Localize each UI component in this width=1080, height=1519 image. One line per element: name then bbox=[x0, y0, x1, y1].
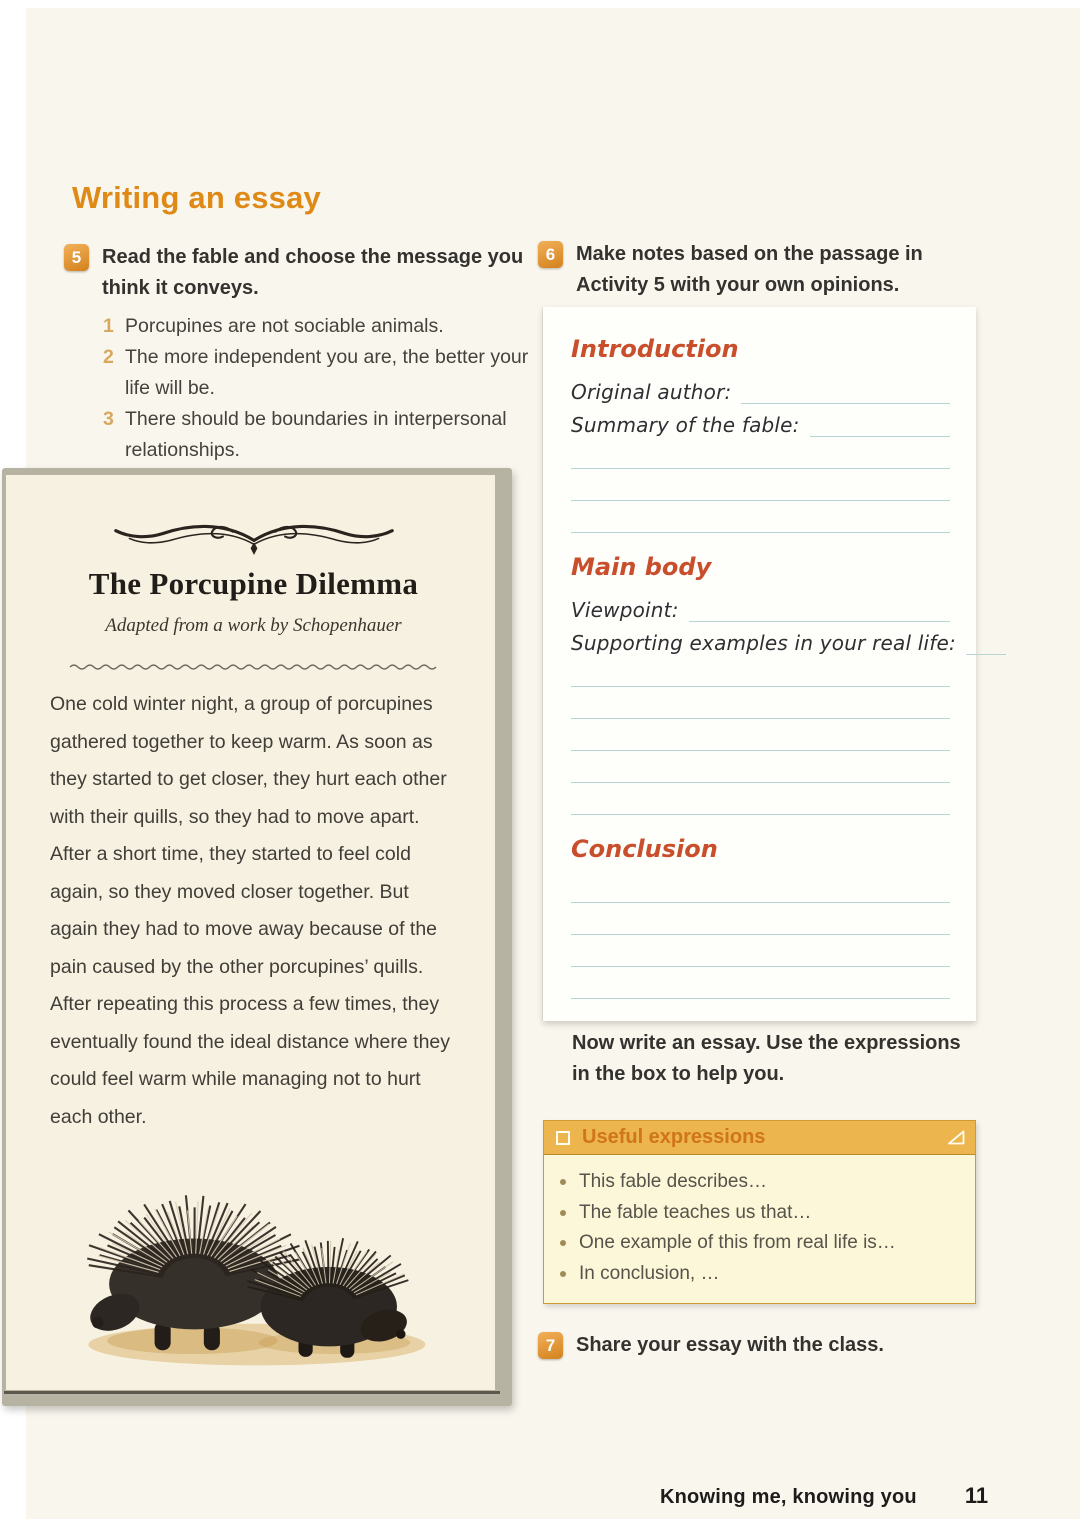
unit-title: Knowing me, knowing you bbox=[660, 1486, 917, 1508]
fable-subtitle: Adapted from a work by Schopenhauer bbox=[105, 615, 402, 636]
activity-6-badge: 6 bbox=[538, 241, 563, 268]
notes-heading-conclusion: Conclusion bbox=[571, 835, 718, 863]
page-title: Writing an essay bbox=[72, 180, 321, 215]
ruled-line bbox=[571, 719, 950, 751]
ruled-line bbox=[571, 967, 950, 999]
bullet-icon bbox=[560, 1179, 566, 1185]
square-icon bbox=[556, 1131, 570, 1145]
fable-paper bbox=[6, 475, 495, 1390]
page-number: 11 bbox=[964, 1483, 989, 1508]
expression-item bbox=[552, 1259, 963, 1290]
option-row bbox=[103, 311, 530, 342]
expression-text: This fable describes… bbox=[579, 1171, 767, 1192]
ruled-line bbox=[571, 469, 950, 501]
option-number: 2 bbox=[103, 346, 114, 368]
expression-text: The fable teaches us that… bbox=[579, 1201, 812, 1223]
field-viewpoint bbox=[571, 589, 950, 622]
option-text: Porcupines are not sociable animals. bbox=[125, 315, 444, 337]
fable-card bbox=[2, 468, 512, 1406]
flourish-ornament bbox=[108, 517, 400, 558]
field-label: Original author: bbox=[571, 380, 732, 404]
activity-5-instruction: Read the fable and choose the message you think it conveys. bbox=[102, 246, 524, 299]
followup-instruction: Now write an essay. Use the expressions in the box to help you. bbox=[572, 1032, 961, 1085]
activity-5 bbox=[64, 242, 530, 466]
activity-5-options bbox=[103, 311, 530, 466]
notes-heading-main-body: Main body bbox=[571, 553, 712, 581]
porcupine-illustration bbox=[50, 1140, 458, 1372]
ruled-line bbox=[571, 935, 950, 967]
activity-7-instruction: Share your essay with the class. bbox=[576, 1334, 884, 1356]
page-footer bbox=[660, 1483, 988, 1509]
ruled-line bbox=[571, 783, 950, 815]
activity-7 bbox=[538, 1330, 990, 1361]
option-number: 3 bbox=[103, 408, 114, 430]
write-in-line bbox=[741, 378, 950, 404]
fable-passage: One cold winter night, a group of porcupines gathered together to keep warm. As soon as they started to get closer, they hurt each other with their quills, so they had to move apart. After a short time, they started to feel cold again, so they moved closer together. But again they had to move away because of the pain caused by the other porcupines’ quills. After repeating this process a few times, they eventually found the ideal distance where they could feel warm while managing not to hurt each other. bbox=[50, 693, 451, 1128]
option-row bbox=[103, 404, 530, 466]
ruled-line bbox=[571, 655, 950, 687]
useful-expressions-box bbox=[543, 1120, 976, 1304]
write-in-line bbox=[689, 596, 950, 622]
notes-card bbox=[543, 307, 976, 1021]
triangle-icon bbox=[947, 1130, 965, 1145]
useful-expressions-list bbox=[543, 1155, 976, 1304]
option-text: The more independent you are, the better your life will be. bbox=[125, 346, 529, 399]
ruled-line bbox=[571, 751, 950, 783]
bullet-icon bbox=[560, 1271, 566, 1277]
field-label: Supporting examples in your real life: bbox=[571, 631, 956, 655]
field-original-author bbox=[571, 371, 950, 404]
bullet-icon bbox=[560, 1210, 566, 1216]
activity-7-badge: 7 bbox=[538, 1332, 563, 1359]
useful-expressions-title: Useful expressions bbox=[582, 1126, 766, 1148]
ruled-line bbox=[571, 871, 950, 903]
expression-text: In conclusion, … bbox=[579, 1262, 720, 1284]
useful-expressions-header bbox=[543, 1120, 976, 1155]
ruled-line bbox=[571, 437, 950, 469]
wavy-divider bbox=[69, 663, 439, 671]
expression-item bbox=[552, 1198, 963, 1229]
write-in-line bbox=[966, 629, 1006, 655]
expression-item bbox=[552, 1167, 963, 1198]
activity-5-badge: 5 bbox=[64, 244, 89, 271]
fable-title: The Porcupine Dilemma bbox=[88, 566, 419, 601]
field-label: Summary of the fable: bbox=[571, 413, 800, 437]
option-row bbox=[103, 342, 530, 404]
ruled-line bbox=[571, 501, 950, 533]
expression-text: One example of this from real life is… bbox=[579, 1232, 896, 1253]
bullet-icon bbox=[560, 1240, 566, 1246]
activity-6 bbox=[538, 239, 990, 301]
expression-item bbox=[552, 1228, 963, 1259]
activity-6-instruction: Make notes based on the passage in Activity 5 with your own opinions. bbox=[576, 243, 923, 296]
field-supporting-examples bbox=[571, 622, 956, 655]
ruled-line bbox=[571, 903, 950, 935]
ruled-line bbox=[571, 687, 950, 719]
field-label: Viewpoint: bbox=[571, 598, 679, 622]
option-number: 1 bbox=[103, 315, 114, 337]
field-summary bbox=[571, 404, 950, 437]
notes-heading-introduction: Introduction bbox=[571, 335, 739, 363]
write-in-line bbox=[810, 411, 950, 437]
option-text: There should be boundaries in interpersonal relationships. bbox=[125, 408, 507, 461]
